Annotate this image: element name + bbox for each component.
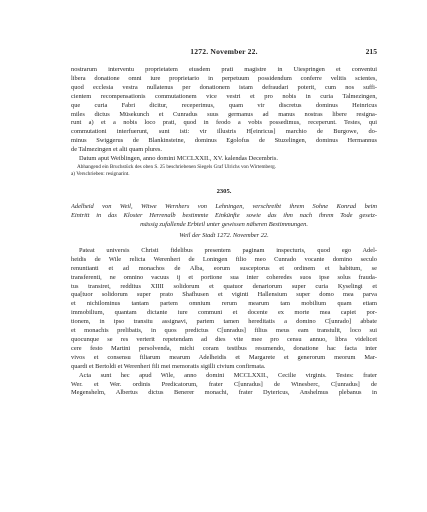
text-line: Megenshelm, Albertus dictus Benerer monachi, frater Dytericus, Anshelmus plebanus in bbox=[71, 389, 377, 397]
text-line: libera donatione omni iure proprietario in perpetuum possidendum conferre velitis scientes, bbox=[71, 74, 377, 82]
text-line: quod ecclesia vestra nullatenus per donationem istam defraudari poterit, cum nos suffi- bbox=[71, 83, 377, 91]
text-line: Wer. et Wer. ordinis Predicatorum, frater C[unradus] de Winesberc, C[unradus] de bbox=[71, 380, 377, 388]
footnote: a) Verschrieben: resignarint. bbox=[71, 171, 130, 178]
text-line: minus Swiggerus de Blankinsteine, dominus Egolofus de Stuzelingen, dominus Hermannus bbox=[71, 137, 377, 145]
text-line: que curia Fabri dicitur, receperimus, quam vir discretus dominus Heinricus bbox=[71, 101, 377, 109]
document-date-place: Weil der Stadt 1272. November 22. bbox=[179, 232, 269, 239]
text-line: immobilium, quantam dictante iure communi et docente ex morte mea capiet por- bbox=[71, 309, 377, 317]
regest-line: mässig zufallende Erbteil unter gewissen näheren Bestimmungen. bbox=[140, 221, 308, 229]
document-text bbox=[71, 247, 377, 398]
text-line: et monachis prelibatis, in quos predictus C[unradus] filius meus eam transtulit, loco sui bbox=[71, 327, 377, 335]
text-line: Pateat universis Christi fidelibus presentem paginam inspecturis, quod ego Adel- bbox=[79, 246, 377, 254]
text-line: de Talmezingen et alii quam plures. bbox=[71, 146, 163, 154]
regest-line: Eintritt in das Kloster Herrenalb bestimmte Einkünfte sowie das ihm nach ihrem Tode gesetz- bbox=[71, 212, 377, 220]
text-line: tus transiret, redditus XIIII solidorum et quatuor denariorum super curia Kyselingi et bbox=[71, 282, 377, 290]
text-line: renuntianti et ad monachos de Alba, eorum susceptorus et ordinem et habitum, se bbox=[71, 264, 377, 272]
text-line: miles dictus Müsekunch et Cunradus suus germanus ad manus nostras libere resigna- bbox=[71, 110, 377, 118]
document-regest bbox=[71, 203, 377, 230]
text-line: tionem, in ipso transitu assignavi, partem tamen hereditatis a domino C[unrado] abbate bbox=[71, 318, 377, 326]
text-line: qua[tuor solidorum super prato Shafhusen et viginti Hallensium super domo mea parva bbox=[71, 291, 377, 299]
text-line: nostrarum interventu proprietatem eiusdem prati magistre in Uiespringen et conventui bbox=[71, 66, 377, 73]
text-line: commutationi interfuerunt, sunt isti: vir illustris H[einricus] marchio de Burgowe, do- bbox=[71, 128, 377, 136]
seal-note: Abhangend ein Bruchstück des oben S. 25 beschriebenen Siegels Graf Ulrichs von Wirtemberg. bbox=[77, 163, 276, 170]
running-header bbox=[71, 47, 377, 59]
text-line: runt a) et a nobis loco prati, quod in feodo a vobis possedimus, receperunt. Testes, qui bbox=[71, 119, 377, 127]
text-line: vivos et consensu filiarum mearum Adelheidis et Margarete et generorum meorum Mar- bbox=[71, 353, 377, 361]
document-number: 2305. bbox=[216, 188, 232, 196]
page-number: 215 bbox=[365, 47, 377, 56]
text-line: heidis de Wile relicta Werenheri de Loningen filio meo Cunrado vocante domino seculo bbox=[71, 255, 377, 263]
text-line: cientem recompensationis commutationem vice vestri et pro nobis in curia Talmezingen, bbox=[71, 92, 377, 100]
text-line: et nichilominus tantam partem omnium rerum mearum tam mobilium quam etiam bbox=[71, 300, 377, 308]
datum-line: Datum aput Weiblingen, anno domini MCCLXXII., XV. kalendas Decembris. bbox=[79, 155, 278, 163]
text-line: transferenti, ne omnino vacuus ij et portione sua inter coheredes suos ipse solus frauda- bbox=[71, 273, 377, 281]
text-line: quocunque se res verterit repetendam ad dies vite mee pro censu annuo, libra videlicet bbox=[71, 335, 377, 343]
regest-line: Adelheid von Weil, Witwe Wernhers von Lehningen, verschreibt ihrem Sohne Konrad beim bbox=[71, 203, 377, 211]
page-body bbox=[71, 66, 377, 398]
text-line: Acta sunt hec apud Wile, anno domini MCCLXXII., Cecilie virginis. Testes: frater bbox=[79, 371, 377, 379]
text-line: cere festo Martini persolvenda, michi coram testibus resumendo, donatione hac facta inter bbox=[71, 344, 377, 352]
text-line: quardi et Bertoldi et Werenheri fili mei memoratis sigilli civium confirmata. bbox=[71, 362, 266, 370]
previous-document-text bbox=[71, 66, 377, 178]
running-head-title: 1272. November 22. bbox=[190, 47, 258, 56]
